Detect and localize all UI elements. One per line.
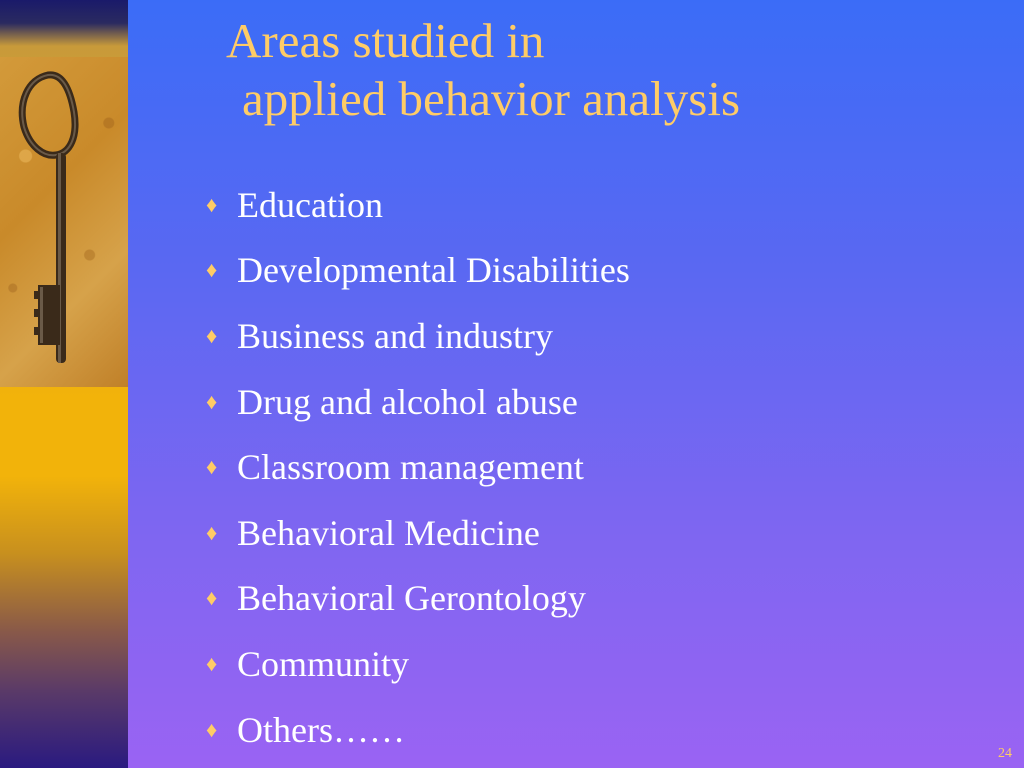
diamond-bullet-icon: ♦: [206, 585, 218, 611]
diamond-bullet-icon: ♦: [206, 388, 218, 414]
list-item-text: Behavioral Gerontology: [237, 578, 586, 619]
diamond-bullet-icon: ♦: [206, 322, 218, 348]
list-item: [204, 172, 630, 238]
list-item-text: Others……: [237, 709, 405, 750]
slide-title-line1: Areas studied in: [226, 13, 545, 68]
diamond-bullet-icon: ♦: [206, 191, 218, 217]
list-item-text: Business and industry: [237, 315, 554, 356]
diamond-bullet-icon: ♦: [206, 519, 218, 545]
diamond-bullet-icon: ♦: [206, 454, 218, 480]
list-item: [204, 631, 630, 697]
slide-number: 24: [998, 746, 1012, 761]
list-item: [204, 303, 630, 369]
side-decorative-panel: [0, 0, 128, 768]
list-item-text: Community: [237, 643, 410, 684]
slide-title: [226, 12, 740, 128]
list-item: [204, 238, 630, 304]
list-item: [204, 434, 630, 500]
diamond-bullet-icon: ♦: [206, 716, 218, 742]
diamond-bullet-icon: ♦: [206, 257, 218, 283]
list-item-text: Drug and alcohol abuse: [237, 381, 578, 422]
list-item: [204, 566, 630, 632]
list-item-text: Classroom management: [237, 447, 584, 488]
diamond-bullet-icon: ♦: [206, 650, 218, 676]
old-key-icon: [0, 57, 128, 387]
list-item-text: Developmental Disabilities: [237, 250, 630, 291]
list-item: [204, 697, 630, 763]
list-item-text: Education: [237, 184, 383, 225]
slide-title-line2: applied behavior analysis: [242, 71, 741, 126]
list-item: [204, 500, 630, 566]
bullet-list: [204, 172, 630, 762]
list-item: [204, 369, 630, 435]
list-item-text: Behavioral Medicine: [237, 512, 540, 553]
